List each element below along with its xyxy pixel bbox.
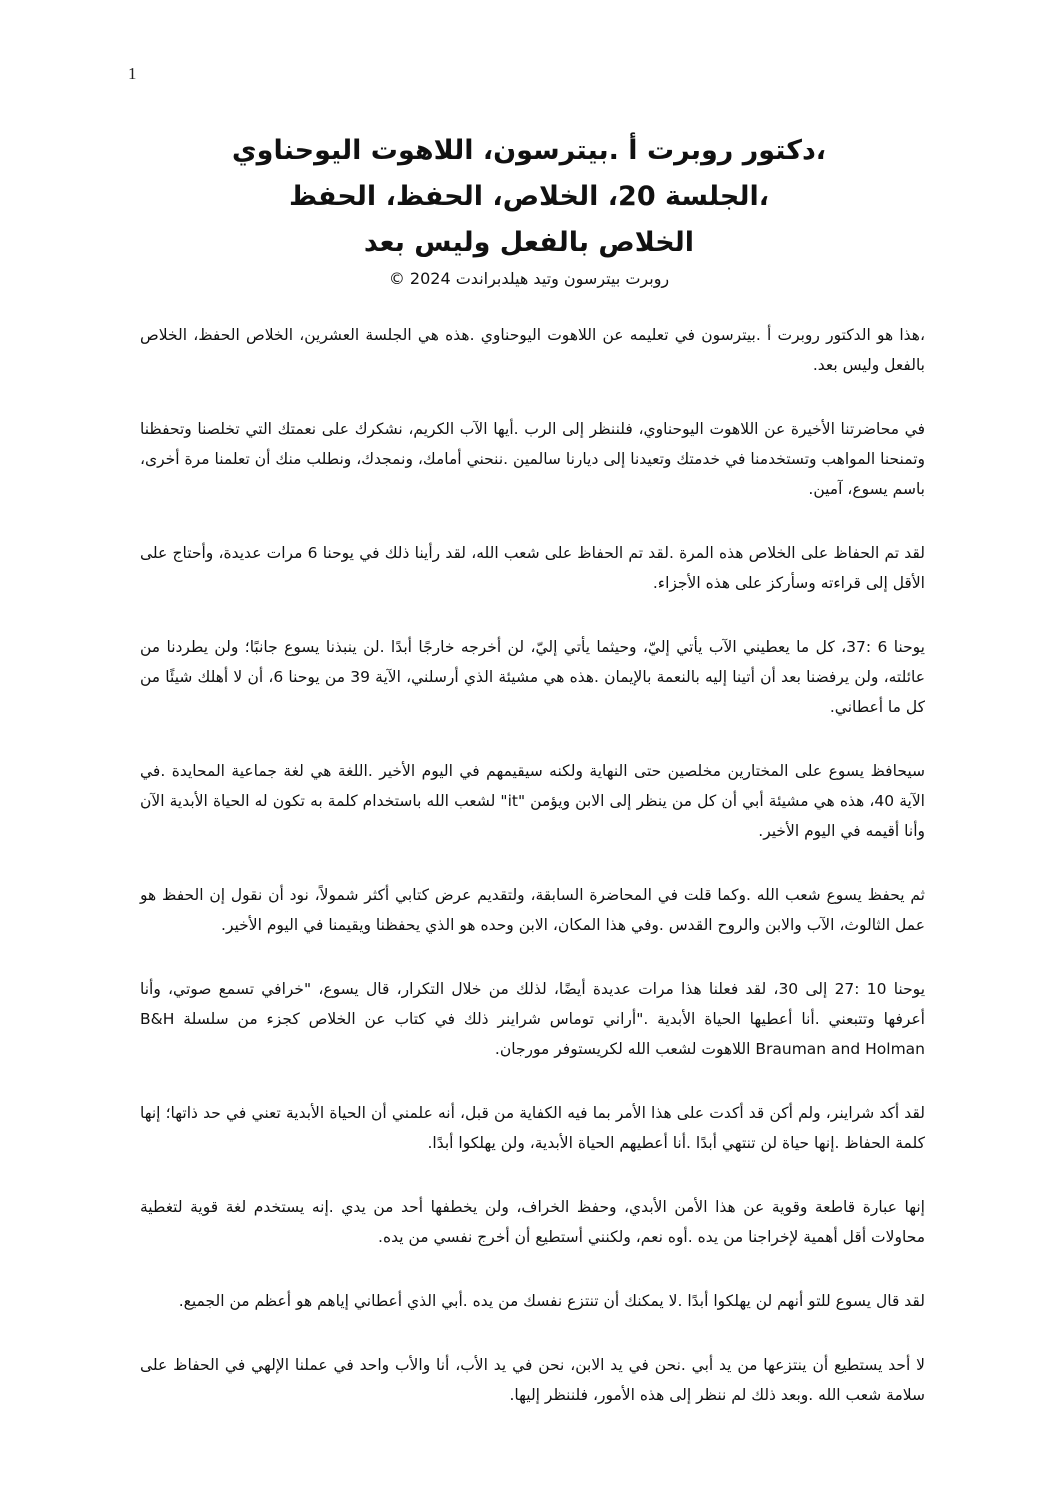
document-body <box>140 320 925 1444</box>
copyright-line: روبرت بيترسون وتيد هيلدبراندت 2024 © <box>388 269 670 288</box>
title-line-3: الخلاص بالفعل وليس بعد <box>363 227 695 258</box>
paragraph-john-10: يوحنا 10 :27 إلى 30، لقد فعلنا هذا مرات عديدة أيضًا، لذلك من خلال التكرار، قال يسوع، "خرافي تسمع صوتي، وأنا أعرفها وتتبعني .أنا أعطيها الحياة الأبدية ."أراني توماس شراينر ذلك في كتاب عن الخلاص كجزء من سلسلة B&H Brauman and Holman اللاهوت لشعب الله لكريستوفر مورجان. <box>140 980 926 1058</box>
paragraph-security: إنها عبارة قاطعة وقوية عن هذا الأمن الأبدي، وحفظ الخراف، ولن يخطفها أحد من يدي .إنه يستخدم لغة قوية لتغطية محاولات أقل أهمية لإخراجنا من يده .أوه نعم، ولكنني أستطيع أن أخرج نفسي من يده. <box>140 1198 925 1246</box>
paragraph-john-6-37: يوحنا 6 :37، كل ما يعطيني الآب يأتي إليّ، وحيثما يأتي إليّ، لن أخرجه خارجًا أبدًا .لن ينبذنا يسوع جانبًا؛ ولن يطردنا من عائلته، ولن يرفضنا بعد أن أتينا إليه بالنعمة بالإيمان .هذه هي مشيئة الذي أرسلني، الآية 39 من يوحنا 6، أن لا أهلك شيئًا من كل ما أعطاني. <box>140 638 926 716</box>
paragraph-fathers-hand: لا أحد يستطيع أن ينتزعها من يد أبي .نحن في يد الابن، نحن في يد الأب، أنا والأب واحد في عملنا الإلهي في الحفاظ على سلامة شعب الله .وبعد ذلك لم ننظر إلى هذه الأمور، فلننظر إليها. <box>140 1356 925 1404</box>
paragraph-intro: ،هذا هو الدكتور روبرت أ .بيترسون في تعليمه عن اللاهوت اليوحناوي .هذه هي الجلسة العشرين، الخلاص الحفظ، الخلاص بالفعل وليس بعد. <box>140 326 925 374</box>
title-block <box>120 128 938 292</box>
paragraph-trinity: ثم يحفظ يسوع شعب الله .وكما قلت في المحاضرة السابقة، ولتقديم عرض كتابي أكثر شمولاً، نود أن نقول إن الحفظ هو عمل الثالوث، الآب والابن والروح القدس .وفي هذا المكان، الابن وحده هو الذي يحفظنا ويقيمنا في اليوم الأخير. <box>140 886 925 934</box>
paragraph-preservation: لقد تم الحفاظ على الخلاص هذه المرة .لقد تم الحفاظ على شعب الله، لقد رأينا ذلك في يوحنا 6 مرات عديدة، وأحتاج على الأقل إلى قراءته وسأركز على هذه الأجزاء. <box>140 544 925 592</box>
title-line-2: ،الجلسة 20، الخلاص، الحفظ، الحفظ <box>288 181 769 212</box>
paragraph-prayer: في محاضرتنا الأخيرة عن اللاهوت اليوحناوي، فلننظر إلى الرب .أيها الآب الكريم، نشكرك على نعمتك التي تخلصنا وتحفظنا وتمنحنا المواهب وتستخدمنا في خدمتك وتعيدنا إلى ديارنا سالمين .ننحني أمامك، ونمجدك، ونطلب منك أن تعلمنا مرة أخرى، باسم يسوع، آمين. <box>140 420 925 498</box>
page-number: 1 <box>128 64 137 83</box>
paragraph-john-6-40: سيحافظ يسوع على المختارين مخلصين حتى النهاية ولكنه سيقيمهم في اليوم الأخير .اللغة هي لغة جماعية المحايدة .في الآية 40، هذه هي مشيئة أبي أن كل من ينظر إلى الابن ويؤمن "it" لشعب الله باستخدام كلمة به تكون له الحياة الأبدية الآن وأنا أقيمه في اليوم الأخير. <box>140 762 925 840</box>
paragraph-schreiner: لقد أكد شراينر، ولم أكن قد أكدت على هذا الأمر بما فيه الكفاية من قبل، أنه علمني أن الحياة الأبدية تعني في حد ذاتها؛ إنها كلمة الحفاظ .إنها حياة لن تنتهي أبدًا .أنا أعطيهم الحياة الأبدية، ولن يهلكوا أبدًا. <box>140 1104 925 1152</box>
paragraph-never-perish: لقد قال يسوع للتو أنهم لن يهلكوا أبدًا .لا يمكنك أن تنتزع نفسك من يده .أبي الذي أعطاني إياهم هو أعظم من الجميع. <box>178 1292 925 1310</box>
title-line-1: ،دكتور روبرت أ .بيترسون، اللاهوت اليوحناوي <box>231 135 827 166</box>
